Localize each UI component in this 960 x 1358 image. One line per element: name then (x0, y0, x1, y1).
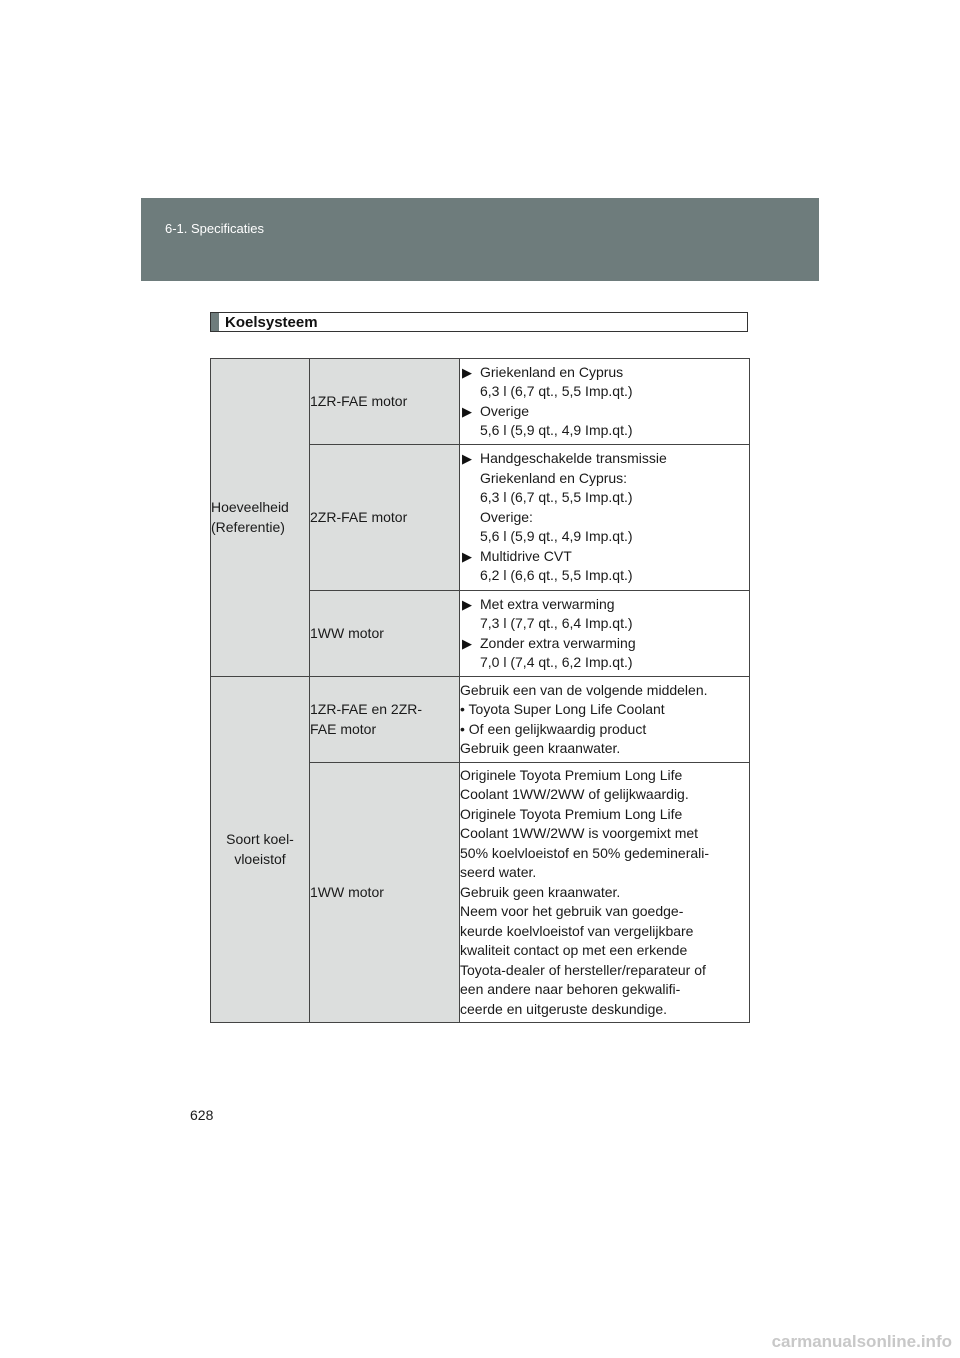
quantity-label: Hoeveelheid (Referentie) (211, 359, 310, 677)
arrow-bullet-icon: ▶ (462, 596, 472, 612)
section-heading (210, 312, 748, 332)
arrow-bullet-icon: ▶ (462, 364, 472, 380)
item-line: 6,3 l (6,7 qt., 5,5 Imp.qt.) (480, 383, 633, 399)
section-title: Koelsysteem (225, 314, 318, 331)
item-title: Overige (480, 402, 530, 419)
item-line: 5,6 l (5,9 qt., 4,9 Imp.qt.) (480, 528, 633, 545)
item-title: Handgeschakelde transmissie (480, 450, 667, 467)
quantity-value (460, 445, 750, 591)
list-item (460, 449, 749, 547)
watermark: carmanualsonline.info (771, 1332, 952, 1351)
arrow-bullet-icon: ▶ (462, 635, 472, 651)
engine-name: 1ZR-FAE motor (310, 359, 460, 445)
page-number: 628 (190, 1107, 214, 1123)
item-line: Griekenland en Cyprus: (480, 469, 628, 486)
item-title: Met extra verwarming (480, 595, 615, 612)
item-line: 7,3 l (7,7 qt., 6,4 Imp.qt.) (480, 615, 633, 631)
chapter-header (141, 198, 819, 281)
item-line: 6,3 l (6,7 qt., 5,5 Imp.qt.) (480, 489, 633, 506)
item-title: Multidrive CVT (480, 547, 572, 564)
engine-name: 1WW motor (310, 591, 460, 677)
item-line: Overige: (480, 508, 533, 525)
list-item (460, 363, 749, 402)
coolant-type-label: Soort koel- vloeistof (211, 677, 310, 1023)
engine-name: 2ZR-FAE motor (310, 445, 460, 591)
arrow-bullet-icon: ▶ (462, 548, 472, 564)
section-accent (211, 313, 219, 331)
item-title: Griekenland en Cyprus (480, 363, 624, 380)
list-item (460, 402, 749, 441)
list-item (460, 634, 749, 673)
engine-name: 1ZR-FAE en 2ZR- FAE motor (310, 677, 460, 763)
list-item (460, 595, 749, 634)
item-line: 7,0 l (7,4 qt., 6,2 Imp.qt.) (480, 654, 633, 670)
table-row (211, 677, 750, 763)
quantity-value (460, 359, 750, 445)
engine-name: 1WW motor (310, 763, 460, 1023)
coolant-spec-table (210, 358, 750, 1023)
list-item (460, 547, 749, 586)
coolant-value: Gebruik een van de volgende middelen. • Toyota Super Long Life Coolant • Of een gelijkwaardig product Gebruik geen kraanwater. (460, 677, 750, 763)
item-line: 5,6 l (5,9 qt., 4,9 Imp.qt.) (480, 422, 633, 438)
arrow-bullet-icon: ▶ (462, 451, 472, 467)
chapter-title: 6-1. Specificaties (165, 221, 264, 236)
item-title: Zonder extra verwarming (480, 634, 636, 651)
arrow-bullet-icon: ▶ (462, 403, 472, 419)
item-line: 6,2 l (6,6 qt., 5,5 Imp.qt.) (480, 567, 633, 584)
table-row (211, 359, 750, 445)
coolant-value: Originele Toyota Premium Long Life Coolant 1WW/2WW of gelijkwaardig. Originele Toyota Premium Long Life Coolant 1WW/2WW is voorgemixt met 50% koelvloeistof en 50% gedeminerali- seerd water. Gebruik geen kraanwater. Neem voor het gebruik van goedge- keurde koelvloeistof van vergelijkbare kwaliteit contact op met een erkende Toyota-dealer of hersteller/reparateur of een andere naar behoren gekwalifi- ceerde en uitgeruste deskundige. (460, 763, 750, 1023)
quantity-value (460, 591, 750, 677)
